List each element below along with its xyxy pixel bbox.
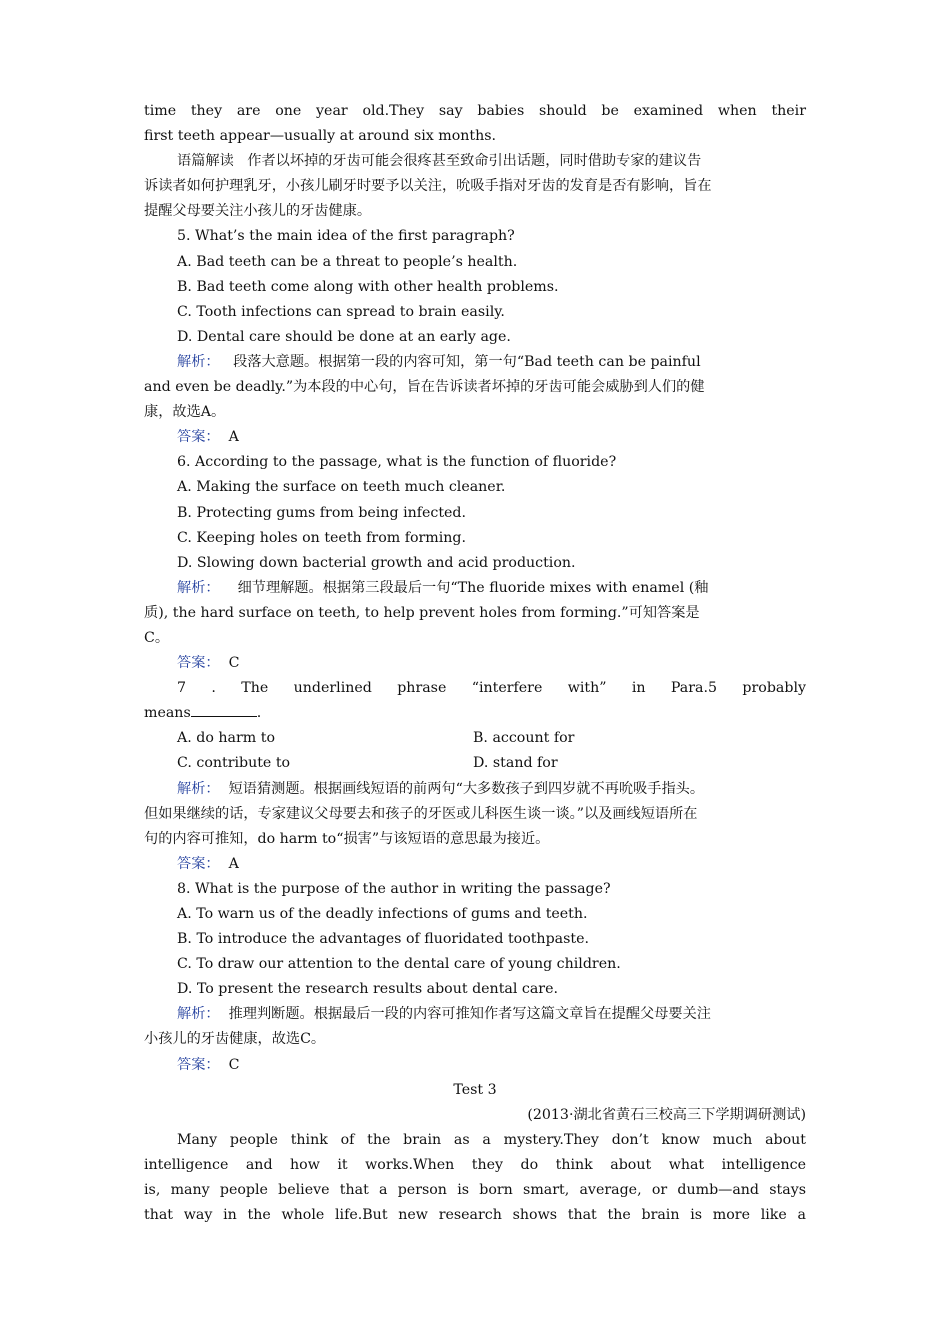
analysis-line	[144, 1002, 806, 1027]
analysis-label: 解析：	[177, 353, 220, 370]
answer-value: C	[219, 1056, 240, 1073]
passage-summary-line: 语篇解读 作者以坏掉的牙齿可能会很疼甚至致命引出话题，同时借助专家的建议告	[177, 153, 702, 170]
option-b: B. To introduce the advantages of fluoridated toothpaste.	[177, 931, 589, 948]
question-text: means	[144, 705, 191, 722]
answer-label: 答案：	[177, 655, 220, 672]
analysis-label: 解析：	[177, 579, 220, 596]
passage-line: Many people think of the brain as a mystery.They don’t know much about	[177, 1131, 806, 1148]
analysis-line	[144, 350, 806, 375]
analysis-line: 句的内容可推知，do harm to“损害”与该短语的意思最为接近。	[144, 830, 550, 847]
option-a: A. Bad teeth can be a threat to people’s health.	[177, 253, 518, 270]
option-a: A. do harm to	[177, 730, 275, 747]
option-c: C. contribute to	[177, 755, 291, 772]
analysis-line: 质), the hard surface on teeth, to help prevent holes from forming.”可知答案是	[144, 604, 700, 621]
analysis-line: 但如果继续的话，专家建议父母要去和孩子的牙医或儿科医生谈一谈。”以及画线短语所在	[144, 805, 698, 822]
option-b: B. Protecting gums from being infected.	[177, 504, 467, 521]
question-8: 8. What is the purpose of the author in writing the passage?	[177, 880, 611, 897]
passage-summary-line: 诉读者如何护理乳牙，小孩儿刷牙时要予以关注，吮吸手指对牙齿的发育是否有影响，旨在	[144, 178, 712, 195]
answer-value: A	[219, 429, 239, 446]
passage-summary-line: 提醒父母要关注小孩儿的牙齿健康。	[144, 203, 372, 220]
option-b: B. Bad teeth come along with other health problems.	[177, 278, 559, 295]
analysis-label: 解析：	[177, 780, 220, 797]
analysis-line: 康，故选A。	[144, 404, 226, 421]
answer-label: 答案：	[177, 429, 220, 446]
analysis-text: 推理判断题。根据最后一段的内容可推知作者写这篇文章旨在提醒父母要关注	[219, 1006, 711, 1023]
answer-line	[144, 852, 806, 877]
passage-line: first teeth appear—usually at around six months.	[144, 128, 497, 145]
answer-label: 答案：	[177, 855, 220, 872]
analysis-line: and even be deadly.”为本段的中心句，旨在告诉读者坏掉的牙齿可能会威胁到人们的健	[144, 379, 705, 396]
question-7-continued	[144, 701, 806, 726]
option-c: C. Keeping holes on teeth from forming.	[177, 529, 466, 546]
option-d: D. stand for	[473, 755, 558, 772]
analysis-line: C。	[144, 629, 170, 646]
answer-label: 答案：	[177, 1056, 220, 1073]
question-5: 5. What’s the main idea of the first paragraph?	[177, 228, 515, 245]
section-title: Test 3	[453, 1081, 497, 1098]
answer-value: A	[219, 855, 239, 872]
options-row	[144, 726, 806, 751]
passage-line: that way in the whole life.But new research shows that the brain is more like a	[144, 1207, 806, 1224]
option-d: D. Slowing down bacterial growth and acid production.	[177, 554, 576, 571]
option-a: A. To warn us of the deadly infections of gums and teeth.	[177, 906, 588, 922]
passage-line: is, many people believe that a person is born smart, average, or dumb—and stays	[144, 1182, 806, 1199]
option-d: D. To present the research results about dental care.	[177, 981, 558, 998]
passage-line: intelligence and how it works.When they do think about what intelligence	[144, 1156, 806, 1173]
analysis-text: 细节理解题。根据第三段最后一句“The fluoride mixes with enamel (釉	[219, 579, 709, 596]
passage-line: time they are one year old.They say babies should be examined when their	[144, 103, 806, 119]
question-text: .	[256, 705, 262, 722]
option-c: C. Tooth infections can spread to brain easily.	[177, 303, 505, 320]
question-7: 7 . The underlined phrase “interfere with” in Para.5 probably	[177, 680, 806, 697]
answer-blank	[191, 702, 257, 717]
answer-line	[144, 651, 806, 676]
option-a: A. Making the surface on teeth much cleaner.	[177, 479, 506, 496]
document-page	[144, 99, 806, 1228]
answer-line	[144, 1053, 806, 1078]
answer-value: C	[219, 655, 240, 672]
analysis-text: 段落大意题。根据第一段的内容可知，第一句“Bad teeth can be painful	[219, 353, 701, 370]
source-line: (2013·湖北省黄石三校高三下学期调研测试)	[527, 1106, 806, 1123]
analysis-label: 解析：	[177, 1006, 220, 1023]
option-b: B. account for	[473, 730, 575, 747]
question-6: 6. According to the passage, what is the function of fluoride?	[177, 454, 617, 471]
analysis-text: 短语猜测题。根据画线短语的前两句“大多数孩子到四岁就不再吮吸手指头。	[219, 780, 705, 797]
analysis-line	[144, 576, 806, 601]
analysis-line: 小孩儿的牙齿健康，故选C。	[144, 1031, 326, 1048]
analysis-line	[144, 777, 806, 802]
answer-line	[144, 425, 806, 450]
option-c: C. To draw our attention to the dental care of young children.	[177, 956, 621, 973]
option-d: D. Dental care should be done at an early age.	[177, 328, 511, 345]
options-row	[144, 751, 806, 776]
